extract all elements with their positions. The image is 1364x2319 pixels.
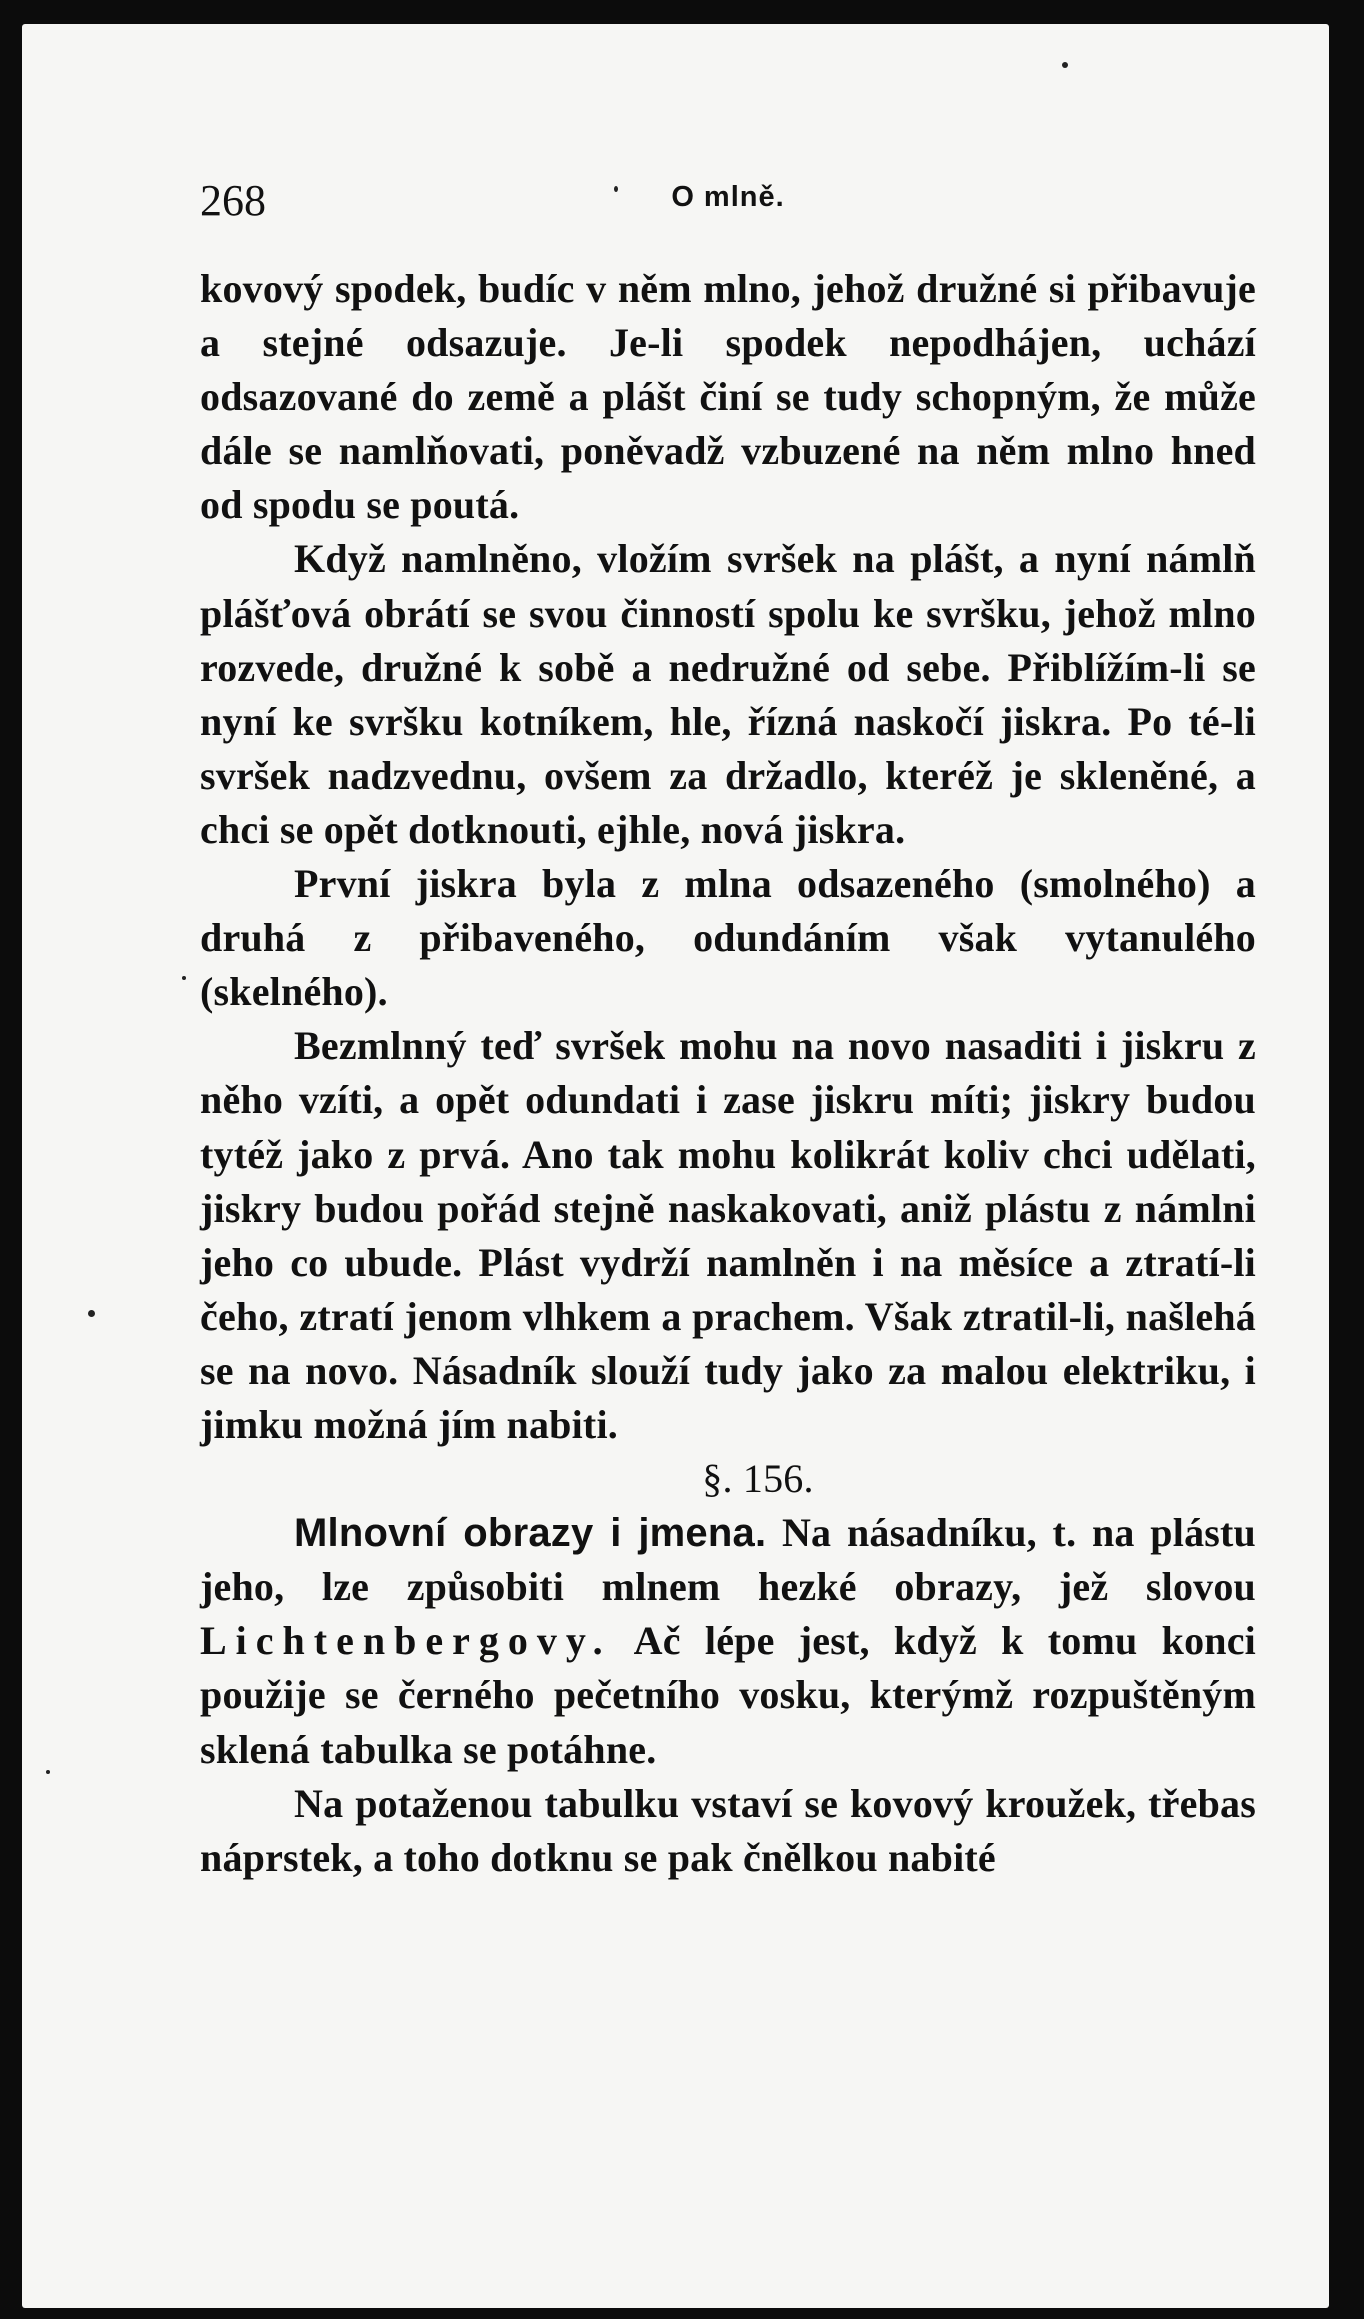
paragraph-5-lead: Mlnovní obrazy i jmena. <box>294 1511 767 1556</box>
running-head: O mlně. <box>671 181 785 213</box>
print-speck <box>1062 62 1068 68</box>
print-speck <box>182 976 186 980</box>
paragraph-5 <box>200 1506 1256 1776</box>
print-speck <box>88 1310 95 1317</box>
paragraph-6: Na potaženou tabulku vstaví se kovový kroužek, třebas náprstek, a toho dotknu se pak čnělkou nabité <box>200 1780 1256 1880</box>
paragraph-3: První jiskra byla z mlna odsazeného (smolného) a druhá z přibaveného, odundáním však vytanulého (skelného). <box>200 861 1256 1015</box>
lichtenberg-name: Lichtenbergovy. <box>200 1618 612 1664</box>
paragraph-5-text-b: Ač lépe jest, když k tomu konci použije se černého pečetního vosku, kterýmž rozpuštěným sklená tabulka se potáhne. <box>200 1618 1256 1772</box>
paragraph-4: Bezmlnný teď svršek mohu na novo nasaditi i jiskru z něho vzíti, a opět odundati i zase jiskru míti; jiskry budou tytéž jako z prvá. Ano tak mohu kolikrát koliv chci udělati, jiskry budou pořád stejně naskakovati, aniž plástu z námlni jeho co ubude. Plást vydrží namlněn i na měsíce a ztratí-li čeho, ztratí jenom vlhkem a prachem. Však ztratil-li, našlehá se na novo. Násadník slouží tudy jako za malou elektriku, i jimku možná jím nabiti. <box>200 1023 1256 1447</box>
paragraph-5-text-a: Na násadníku, t. na plástu jeho, lze způsobiti mlnem hezké obrazy, jež slovou <box>200 1510 1256 1610</box>
page-header <box>200 175 1256 235</box>
paragraph-2: Když namlněno, vložím svršek na plášt, a nyní námlň plášťová obrátí se svou činností spolu ke svršku, jehož mlno rozvede, družné k sobě a nedružné od sebe. Přiblížím-li se nyní ke svršku kotníkem, hle, řízná naskočí jiskra. Po té-li svršek nadzvednu, ovšem za držadlo, kteréž je skleněné, a chci se opět dotknouti, ejhle, nová jiskra. <box>200 536 1256 852</box>
paragraph-1: kovový spodek, budíc v něm mlno, jehož družné si přibavuje a stejné odsazuje. Je-li spodek nepodhájen, uchází odsazované do země a plášt činí se tudy schopným, že může dále se namlňovati, poněvadž vzbuzené na něm mlno hned od spodu se poutá. <box>200 266 1256 528</box>
body-text <box>200 262 1256 1885</box>
page-number: 268 <box>200 176 266 225</box>
section-heading: §. 156. <box>702 1456 814 1502</box>
print-speck <box>46 1770 50 1774</box>
